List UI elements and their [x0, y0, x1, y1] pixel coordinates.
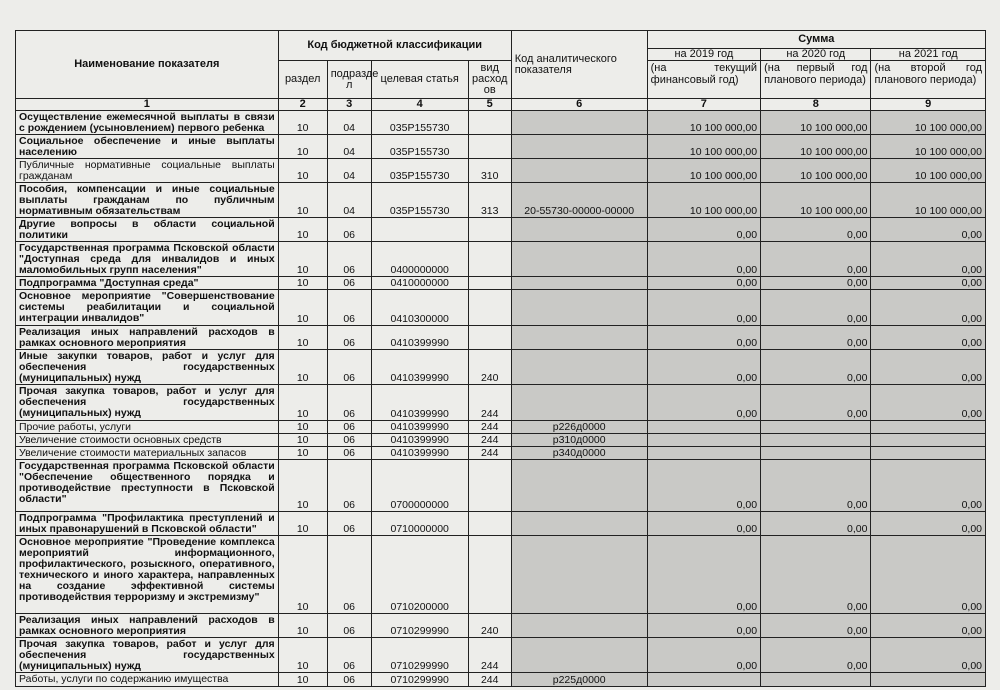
indicator-name-cell: Увеличение стоимости материальных запасов — [16, 447, 279, 460]
podrazdel-cell: 04 — [327, 159, 371, 183]
sum-2019-cell — [647, 421, 760, 434]
sum-2021-cell: 0,00 — [871, 614, 986, 638]
expense-type-cell — [468, 111, 511, 135]
sum-2020-cell — [761, 434, 871, 447]
table-row — [16, 183, 986, 218]
header-razdel: раздел — [278, 61, 327, 99]
podrazdel-cell: 04 — [327, 111, 371, 135]
target-article-cell: 035Р155730 — [371, 111, 468, 135]
column-number: 8 — [761, 99, 871, 111]
indicator-name-cell: Увеличение стоимости основных средств — [16, 434, 279, 447]
analytic-code-cell — [511, 512, 647, 536]
podrazdel-cell: 06 — [327, 434, 371, 447]
razdel-cell: 10 — [278, 434, 327, 447]
table-row — [16, 447, 986, 460]
header-2019-sub: (на текущий финансовый год) — [647, 61, 760, 99]
table-row — [16, 135, 986, 159]
indicator-name-cell: Социальное обеспечение и иные выплаты населению — [16, 135, 279, 159]
analytic-code-cell — [511, 460, 647, 512]
sum-2019-cell: 0,00 — [647, 350, 760, 385]
sum-2020-cell: 0,00 — [761, 350, 871, 385]
target-article-cell: 0710000000 — [371, 512, 468, 536]
razdel-cell: 10 — [278, 460, 327, 512]
column-number: 9 — [871, 99, 986, 111]
column-number: 1 — [16, 99, 279, 111]
sum-2021-cell: 0,00 — [871, 512, 986, 536]
target-article-cell: 0710299990 — [371, 638, 468, 673]
target-article-cell: 035Р155730 — [371, 159, 468, 183]
sum-2021-cell: 10 100 000,00 — [871, 183, 986, 218]
header-2021: на 2021 год — [871, 49, 986, 61]
podrazdel-cell: 06 — [327, 218, 371, 242]
indicator-name-cell: Подпрограмма "Доступная среда" — [16, 277, 279, 290]
razdel-cell: 10 — [278, 218, 327, 242]
column-number: 6 — [511, 99, 647, 111]
target-article-cell: 0710299990 — [371, 614, 468, 638]
analytic-code-cell — [511, 326, 647, 350]
razdel-cell: 10 — [278, 183, 327, 218]
expense-type-cell — [468, 218, 511, 242]
sum-2020-cell: 0,00 — [761, 385, 871, 421]
razdel-cell: 10 — [278, 135, 327, 159]
sum-2019-cell: 0,00 — [647, 614, 760, 638]
sum-2021-cell — [871, 434, 986, 447]
expense-type-cell: 240 — [468, 614, 511, 638]
table-row — [16, 218, 986, 242]
target-article-cell: 0410000000 — [371, 277, 468, 290]
podrazdel-cell: 06 — [327, 385, 371, 421]
analytic-code-cell — [511, 638, 647, 673]
sum-2019-cell — [647, 434, 760, 447]
sum-2019-cell: 0,00 — [647, 242, 760, 277]
table-row — [16, 290, 986, 326]
podrazdel-cell: 06 — [327, 673, 371, 687]
analytic-code-cell — [511, 277, 647, 290]
target-article-cell: 035Р155730 — [371, 135, 468, 159]
sum-2019-cell: 10 100 000,00 — [647, 159, 760, 183]
sum-2021-cell: 10 100 000,00 — [871, 159, 986, 183]
sum-2020-cell: 0,00 — [761, 277, 871, 290]
expense-type-cell — [468, 135, 511, 159]
header-2020: на 2020 год — [761, 49, 871, 61]
expense-type-cell — [468, 277, 511, 290]
target-article-cell: 035Р155730 — [371, 183, 468, 218]
column-number: 3 — [327, 99, 371, 111]
header-celevaya: целевая статья — [371, 61, 468, 99]
podrazdel-cell: 06 — [327, 460, 371, 512]
table-row — [16, 385, 986, 421]
table-row — [16, 242, 986, 277]
sum-2021-cell: 0,00 — [871, 536, 986, 614]
sum-2019-cell: 0,00 — [647, 460, 760, 512]
sum-2021-cell: 10 100 000,00 — [871, 111, 986, 135]
razdel-cell: 10 — [278, 385, 327, 421]
analytic-code-cell: р225д0000 — [511, 673, 647, 687]
podrazdel-cell: 06 — [327, 290, 371, 326]
indicator-name-cell: Прочие работы, услуги — [16, 421, 279, 434]
indicator-name-cell: Государственная программа Псковской области "Доступная среда для инвалидов и иных маломобильных групп населения" — [16, 242, 279, 277]
header-2020-sub: (на первый год планового периода) — [761, 61, 871, 99]
sum-2019-cell: 10 100 000,00 — [647, 183, 760, 218]
analytic-code-cell — [511, 385, 647, 421]
sum-2021-cell — [871, 421, 986, 434]
column-number: 4 — [371, 99, 468, 111]
indicator-name-cell: Государственная программа Псковской области "Обеспечение общественного порядка и противодействие преступности в Псковской области" — [16, 460, 279, 512]
sum-2019-cell: 0,00 — [647, 638, 760, 673]
razdel-cell: 10 — [278, 326, 327, 350]
podrazdel-cell: 06 — [327, 638, 371, 673]
sum-2019-cell — [647, 447, 760, 460]
target-article-cell: 0410399990 — [371, 434, 468, 447]
podrazdel-cell: 04 — [327, 135, 371, 159]
header-2019: на 2019 год — [647, 49, 760, 61]
sum-2021-cell: 10 100 000,00 — [871, 135, 986, 159]
analytic-code-cell — [511, 218, 647, 242]
sum-2020-cell: 0,00 — [761, 460, 871, 512]
razdel-cell: 10 — [278, 159, 327, 183]
expense-type-cell: 244 — [468, 673, 511, 687]
expense-type-cell: 244 — [468, 421, 511, 434]
table-body — [16, 111, 986, 687]
razdel-cell: 10 — [278, 447, 327, 460]
sum-2020-cell: 0,00 — [761, 614, 871, 638]
header-name: Наименование показателя — [16, 31, 279, 99]
target-article-cell: 0710299990 — [371, 673, 468, 687]
analytic-code-cell — [511, 111, 647, 135]
table-row — [16, 277, 986, 290]
sum-2020-cell: 0,00 — [761, 512, 871, 536]
table-row — [16, 434, 986, 447]
sum-2021-cell: 0,00 — [871, 350, 986, 385]
podrazdel-cell: 06 — [327, 512, 371, 536]
razdel-cell: 10 — [278, 242, 327, 277]
table-row — [16, 614, 986, 638]
header-podrazdel: подразде л — [327, 61, 371, 99]
razdel-cell: 10 — [278, 277, 327, 290]
podrazdel-cell: 04 — [327, 183, 371, 218]
sum-2019-cell: 0,00 — [647, 326, 760, 350]
indicator-name-cell: Основное мероприятие "Проведение комплекса мероприятий информационного, профилактического, розыскного, оперативного, технического и иного характера, направленных на создание эффективной системы противодействия терроризму и экстремизму" — [16, 536, 279, 614]
sum-2020-cell: 0,00 — [761, 326, 871, 350]
column-number: 2 — [278, 99, 327, 111]
analytic-code-cell: р226д0000 — [511, 421, 647, 434]
table-row — [16, 536, 986, 614]
indicator-name-cell: Прочая закупка товаров, работ и услуг для обеспечения государственных (муниципальных) нужд — [16, 638, 279, 673]
indicator-name-cell: Подпрограмма "Профилактика преступлений и иных правонарушений в Псковской области" — [16, 512, 279, 536]
expense-type-cell — [468, 512, 511, 536]
razdel-cell: 10 — [278, 350, 327, 385]
expense-type-cell: 244 — [468, 447, 511, 460]
sum-2020-cell: 10 100 000,00 — [761, 183, 871, 218]
indicator-name-cell: Реализация иных направлений расходов в рамках основного мероприятия — [16, 614, 279, 638]
sum-2020-cell: 0,00 — [761, 536, 871, 614]
expense-type-cell: 244 — [468, 434, 511, 447]
target-article-cell: 0410399990 — [371, 350, 468, 385]
podrazdel-cell: 06 — [327, 242, 371, 277]
header-vid: вид расход ов — [468, 61, 511, 99]
target-article-cell: 0410399990 — [371, 326, 468, 350]
sum-2021-cell — [871, 673, 986, 687]
indicator-name-cell: Основное мероприятие "Совершенствование системы реабилитации и социальной интеграции инвалидов" — [16, 290, 279, 326]
sum-2020-cell: 0,00 — [761, 218, 871, 242]
podrazdel-cell: 06 — [327, 447, 371, 460]
sum-2019-cell — [647, 673, 760, 687]
sum-2019-cell: 0,00 — [647, 512, 760, 536]
column-numbers-row — [16, 99, 986, 111]
sum-2021-cell: 0,00 — [871, 638, 986, 673]
sum-2019-cell: 0,00 — [647, 218, 760, 242]
table-row — [16, 638, 986, 673]
sum-2021-cell: 0,00 — [871, 218, 986, 242]
indicator-name-cell: Работы, услуги по содержанию имущества — [16, 673, 279, 687]
analytic-code-cell — [511, 350, 647, 385]
analytic-code-cell — [511, 290, 647, 326]
razdel-cell: 10 — [278, 111, 327, 135]
sum-2020-cell: 10 100 000,00 — [761, 159, 871, 183]
razdel-cell: 10 — [278, 290, 327, 326]
target-article-cell: 0710200000 — [371, 536, 468, 614]
target-article-cell: 0410399990 — [371, 421, 468, 434]
indicator-name-cell: Публичные нормативные социальные выплаты гражданам — [16, 159, 279, 183]
budget-table — [15, 30, 986, 687]
sum-2020-cell — [761, 421, 871, 434]
sum-2021-cell — [871, 447, 986, 460]
sum-2020-cell: 10 100 000,00 — [761, 135, 871, 159]
expense-type-cell: 240 — [468, 350, 511, 385]
podrazdel-cell: 06 — [327, 350, 371, 385]
target-article-cell: 0410399990 — [371, 447, 468, 460]
sum-2020-cell — [761, 673, 871, 687]
table-row — [16, 159, 986, 183]
table-row — [16, 111, 986, 135]
sum-2021-cell: 0,00 — [871, 460, 986, 512]
indicator-name-cell: Пособия, компенсации и иные социальные выплаты гражданам по публичным нормативным обязательствам — [16, 183, 279, 218]
sum-2020-cell: 10 100 000,00 — [761, 111, 871, 135]
table-row — [16, 673, 986, 687]
sum-2019-cell: 0,00 — [647, 290, 760, 326]
expense-type-cell: 310 — [468, 159, 511, 183]
indicator-name-cell: Иные закупки товаров, работ и услуг для обеспечения государственных (муниципальных) нужд — [16, 350, 279, 385]
razdel-cell: 10 — [278, 536, 327, 614]
sum-2021-cell: 0,00 — [871, 242, 986, 277]
expense-type-cell: 313 — [468, 183, 511, 218]
sum-2019-cell: 0,00 — [647, 277, 760, 290]
header-analit: Код аналитического показателя — [511, 31, 647, 99]
table-row — [16, 421, 986, 434]
expense-type-cell: 244 — [468, 638, 511, 673]
expense-type-cell: 244 — [468, 385, 511, 421]
indicator-name-cell: Прочая закупка товаров, работ и услуг для обеспечения государственных (муниципальных) нужд — [16, 385, 279, 421]
analytic-code-cell — [511, 536, 647, 614]
razdel-cell: 10 — [278, 638, 327, 673]
sum-2020-cell: 0,00 — [761, 242, 871, 277]
sum-2019-cell: 0,00 — [647, 385, 760, 421]
sum-2020-cell: 0,00 — [761, 638, 871, 673]
razdel-cell: 10 — [278, 673, 327, 687]
sum-2021-cell: 0,00 — [871, 385, 986, 421]
sum-2020-cell: 0,00 — [761, 290, 871, 326]
sum-2020-cell — [761, 447, 871, 460]
sum-2021-cell: 0,00 — [871, 326, 986, 350]
podrazdel-cell: 06 — [327, 421, 371, 434]
expense-type-cell — [468, 326, 511, 350]
header-summa: Сумма — [647, 31, 985, 49]
target-article-cell: 0700000000 — [371, 460, 468, 512]
target-article-cell — [371, 218, 468, 242]
target-article-cell: 0410300000 — [371, 290, 468, 326]
podrazdel-cell: 06 — [327, 536, 371, 614]
table-row — [16, 326, 986, 350]
column-number: 5 — [468, 99, 511, 111]
target-article-cell: 0400000000 — [371, 242, 468, 277]
sum-2019-cell: 10 100 000,00 — [647, 135, 760, 159]
target-article-cell: 0410399990 — [371, 385, 468, 421]
indicator-name-cell: Осуществление ежемесячной выплаты в связи с рождением (усыновлением) первого ребенка — [16, 111, 279, 135]
analytic-code-cell: 20-55730-00000-00000 — [511, 183, 647, 218]
table-row — [16, 350, 986, 385]
indicator-name-cell: Реализация иных направлений расходов в рамках основного мероприятия — [16, 326, 279, 350]
razdel-cell: 10 — [278, 614, 327, 638]
expense-type-cell — [468, 290, 511, 326]
podrazdel-cell: 06 — [327, 326, 371, 350]
podrazdel-cell: 06 — [327, 614, 371, 638]
header-2021-sub: (на второй год планового периода) — [871, 61, 986, 99]
table-row — [16, 512, 986, 536]
indicator-name-cell: Другие вопросы в области социальной политики — [16, 218, 279, 242]
analytic-code-cell — [511, 614, 647, 638]
razdel-cell: 10 — [278, 421, 327, 434]
analytic-code-cell — [511, 242, 647, 277]
analytic-code-cell: р340д0000 — [511, 447, 647, 460]
sum-2021-cell: 0,00 — [871, 290, 986, 326]
column-number: 7 — [647, 99, 760, 111]
sum-2021-cell: 0,00 — [871, 277, 986, 290]
analytic-code-cell: р310д0000 — [511, 434, 647, 447]
analytic-code-cell — [511, 135, 647, 159]
expense-type-cell — [468, 536, 511, 614]
analytic-code-cell — [511, 159, 647, 183]
expense-type-cell — [468, 460, 511, 512]
table-row — [16, 460, 986, 512]
podrazdel-cell: 06 — [327, 277, 371, 290]
expense-type-cell — [468, 242, 511, 277]
sum-2019-cell: 10 100 000,00 — [647, 111, 760, 135]
header-kbk: Код бюджетной классификации — [278, 31, 511, 61]
sum-2019-cell: 0,00 — [647, 536, 760, 614]
razdel-cell: 10 — [278, 512, 327, 536]
